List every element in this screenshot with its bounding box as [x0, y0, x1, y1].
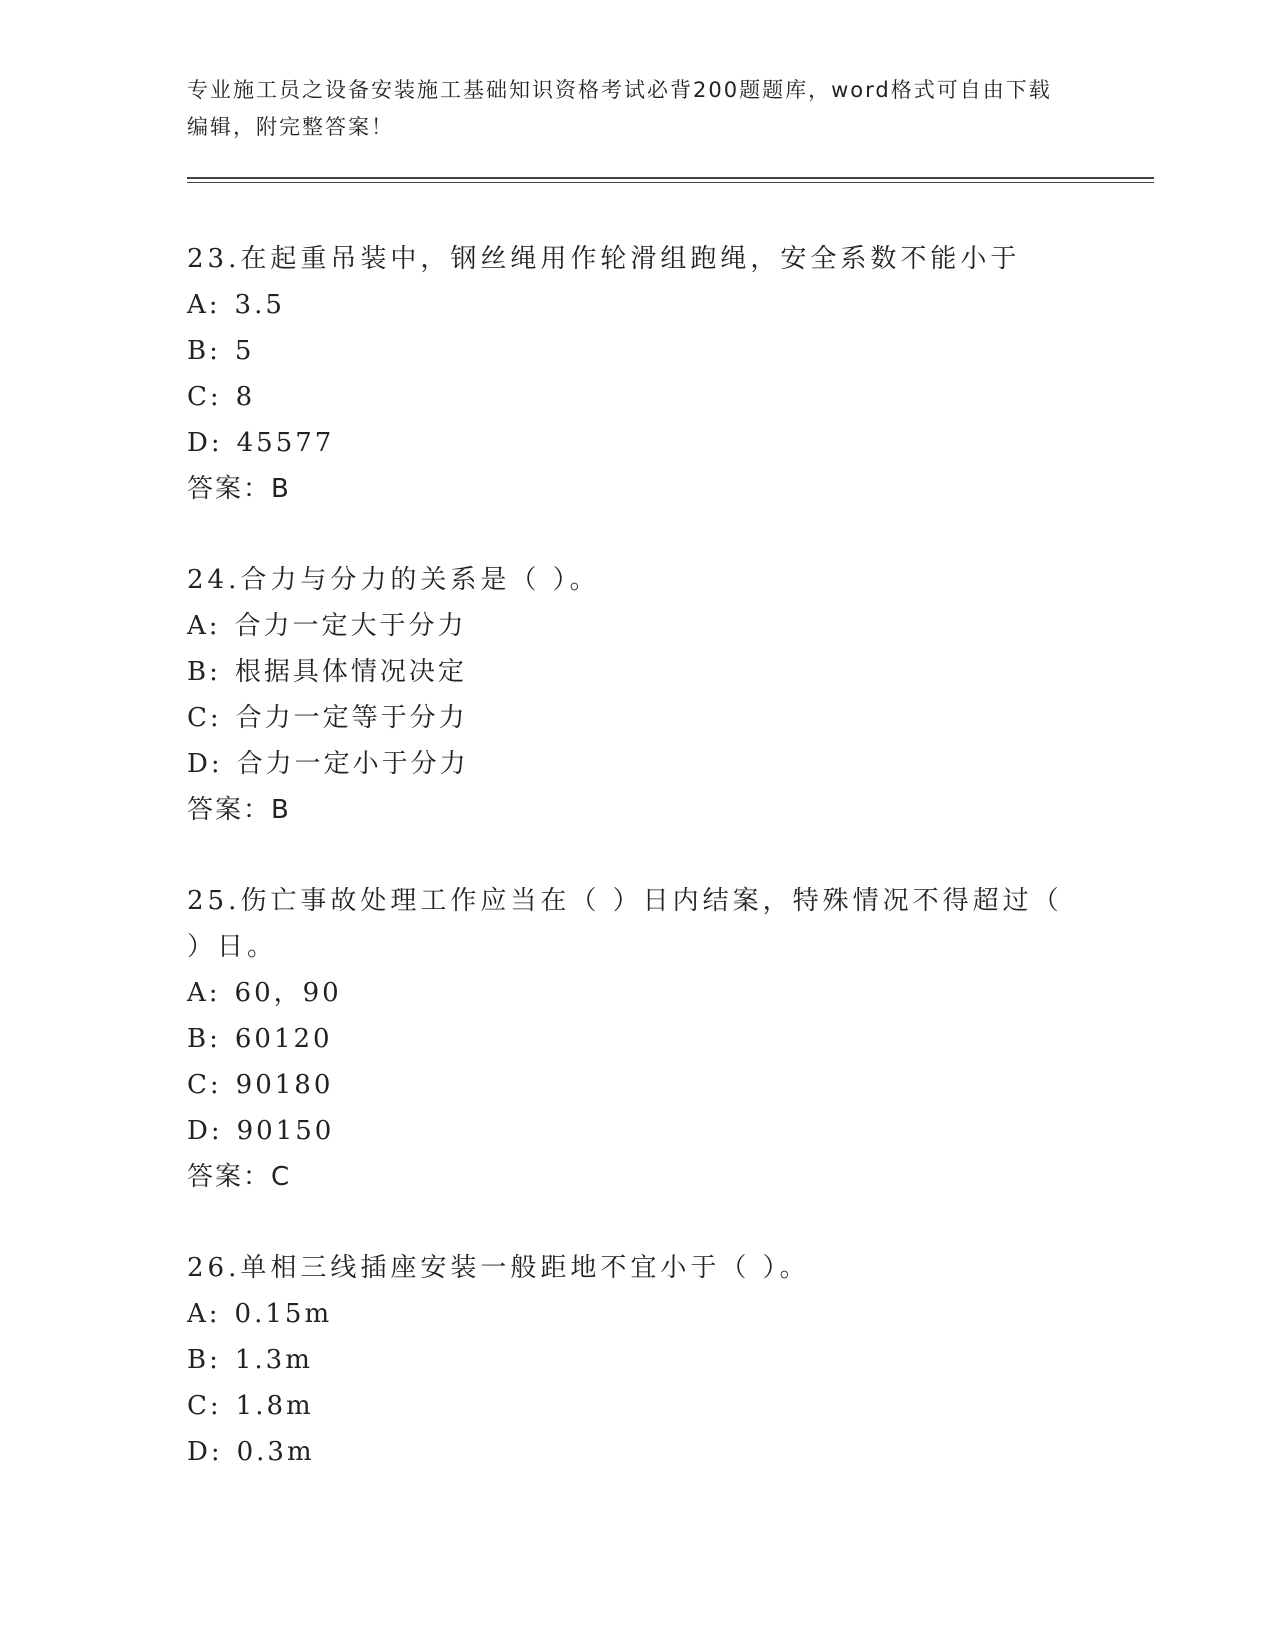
option-text: 1.3m [234, 1345, 313, 1375]
option-a [187, 1291, 1087, 1337]
question-item [187, 1245, 1087, 1475]
option-letter: C: [187, 1391, 222, 1421]
question-stem: 23.在起重吊装中，钢丝绳用作轮滑组跑绳，安全系数不能小于 [187, 244, 1021, 274]
option-letter: D: [187, 428, 223, 458]
option-c [187, 374, 1087, 420]
answer-line: 答案：B [187, 474, 291, 504]
option-text: 合力一定小于分力 [236, 749, 469, 779]
option-letter: B: [187, 657, 221, 687]
option-letter: C: [187, 703, 222, 733]
option-letter: A: [187, 611, 221, 641]
option-letter: B: [187, 1345, 221, 1375]
option-letter: D: [187, 1437, 223, 1467]
option-letter: B: [187, 1024, 221, 1054]
option-text: 根据具体情况决定 [234, 657, 467, 687]
option-text: 5 [234, 336, 255, 366]
option-text: 90150 [236, 1116, 335, 1146]
option-c [187, 1383, 1087, 1429]
option-text: 0.15m [234, 1299, 333, 1329]
option-b [187, 328, 1087, 374]
answer-line: 答案：B [187, 795, 291, 825]
question-item [187, 878, 1087, 1200]
option-b [187, 1337, 1087, 1383]
option-d [187, 1108, 1087, 1154]
option-text: 1.8m [235, 1391, 314, 1421]
option-a [187, 603, 1087, 649]
option-letter: B: [187, 336, 221, 366]
option-letter: A: [187, 290, 221, 320]
question-stem: 25.伤亡事故处理工作应当在（ ）日内结案，特殊情况不得超过（ ）日。 [187, 886, 1063, 962]
option-letter: C: [187, 1070, 222, 1100]
option-b [187, 1016, 1087, 1062]
answer-line: 答案：C [187, 1162, 292, 1192]
option-text: 3.5 [234, 290, 285, 320]
question-item [187, 236, 1087, 512]
option-letter: D: [187, 1116, 223, 1146]
question-list [187, 236, 1087, 1520]
option-a [187, 282, 1087, 328]
option-a [187, 970, 1087, 1016]
question-item [187, 557, 1087, 833]
option-c [187, 695, 1087, 741]
option-text: 60120 [234, 1024, 333, 1054]
option-letter: A: [187, 1299, 221, 1329]
document-header: 专业施工员之设备安装施工基础知识资格考试必背200题题库，word格式可自由下载编辑，附完整答案！ [187, 78, 1052, 139]
option-text: 合力一定大于分力 [234, 611, 467, 641]
option-d [187, 420, 1087, 466]
option-text: 0.3m [236, 1437, 315, 1467]
header-divider-thick [187, 177, 1154, 179]
question-stem: 26.单相三线插座安装一般距地不宜小于（ ）。 [187, 1253, 810, 1283]
option-text: 60，90 [234, 978, 342, 1008]
header-divider-thin [187, 182, 1154, 183]
option-letter: D: [187, 749, 223, 779]
option-d [187, 741, 1087, 787]
option-letter: A: [187, 978, 221, 1008]
option-letter: C: [187, 382, 222, 412]
option-d [187, 1429, 1087, 1475]
option-c [187, 1062, 1087, 1108]
option-text: 8 [235, 382, 256, 412]
option-text: 45577 [236, 428, 335, 458]
question-stem: 24.合力与分力的关系是（ ）。 [187, 565, 600, 595]
option-text: 合力一定等于分力 [235, 703, 468, 733]
option-text: 90180 [235, 1070, 334, 1100]
option-b [187, 649, 1087, 695]
